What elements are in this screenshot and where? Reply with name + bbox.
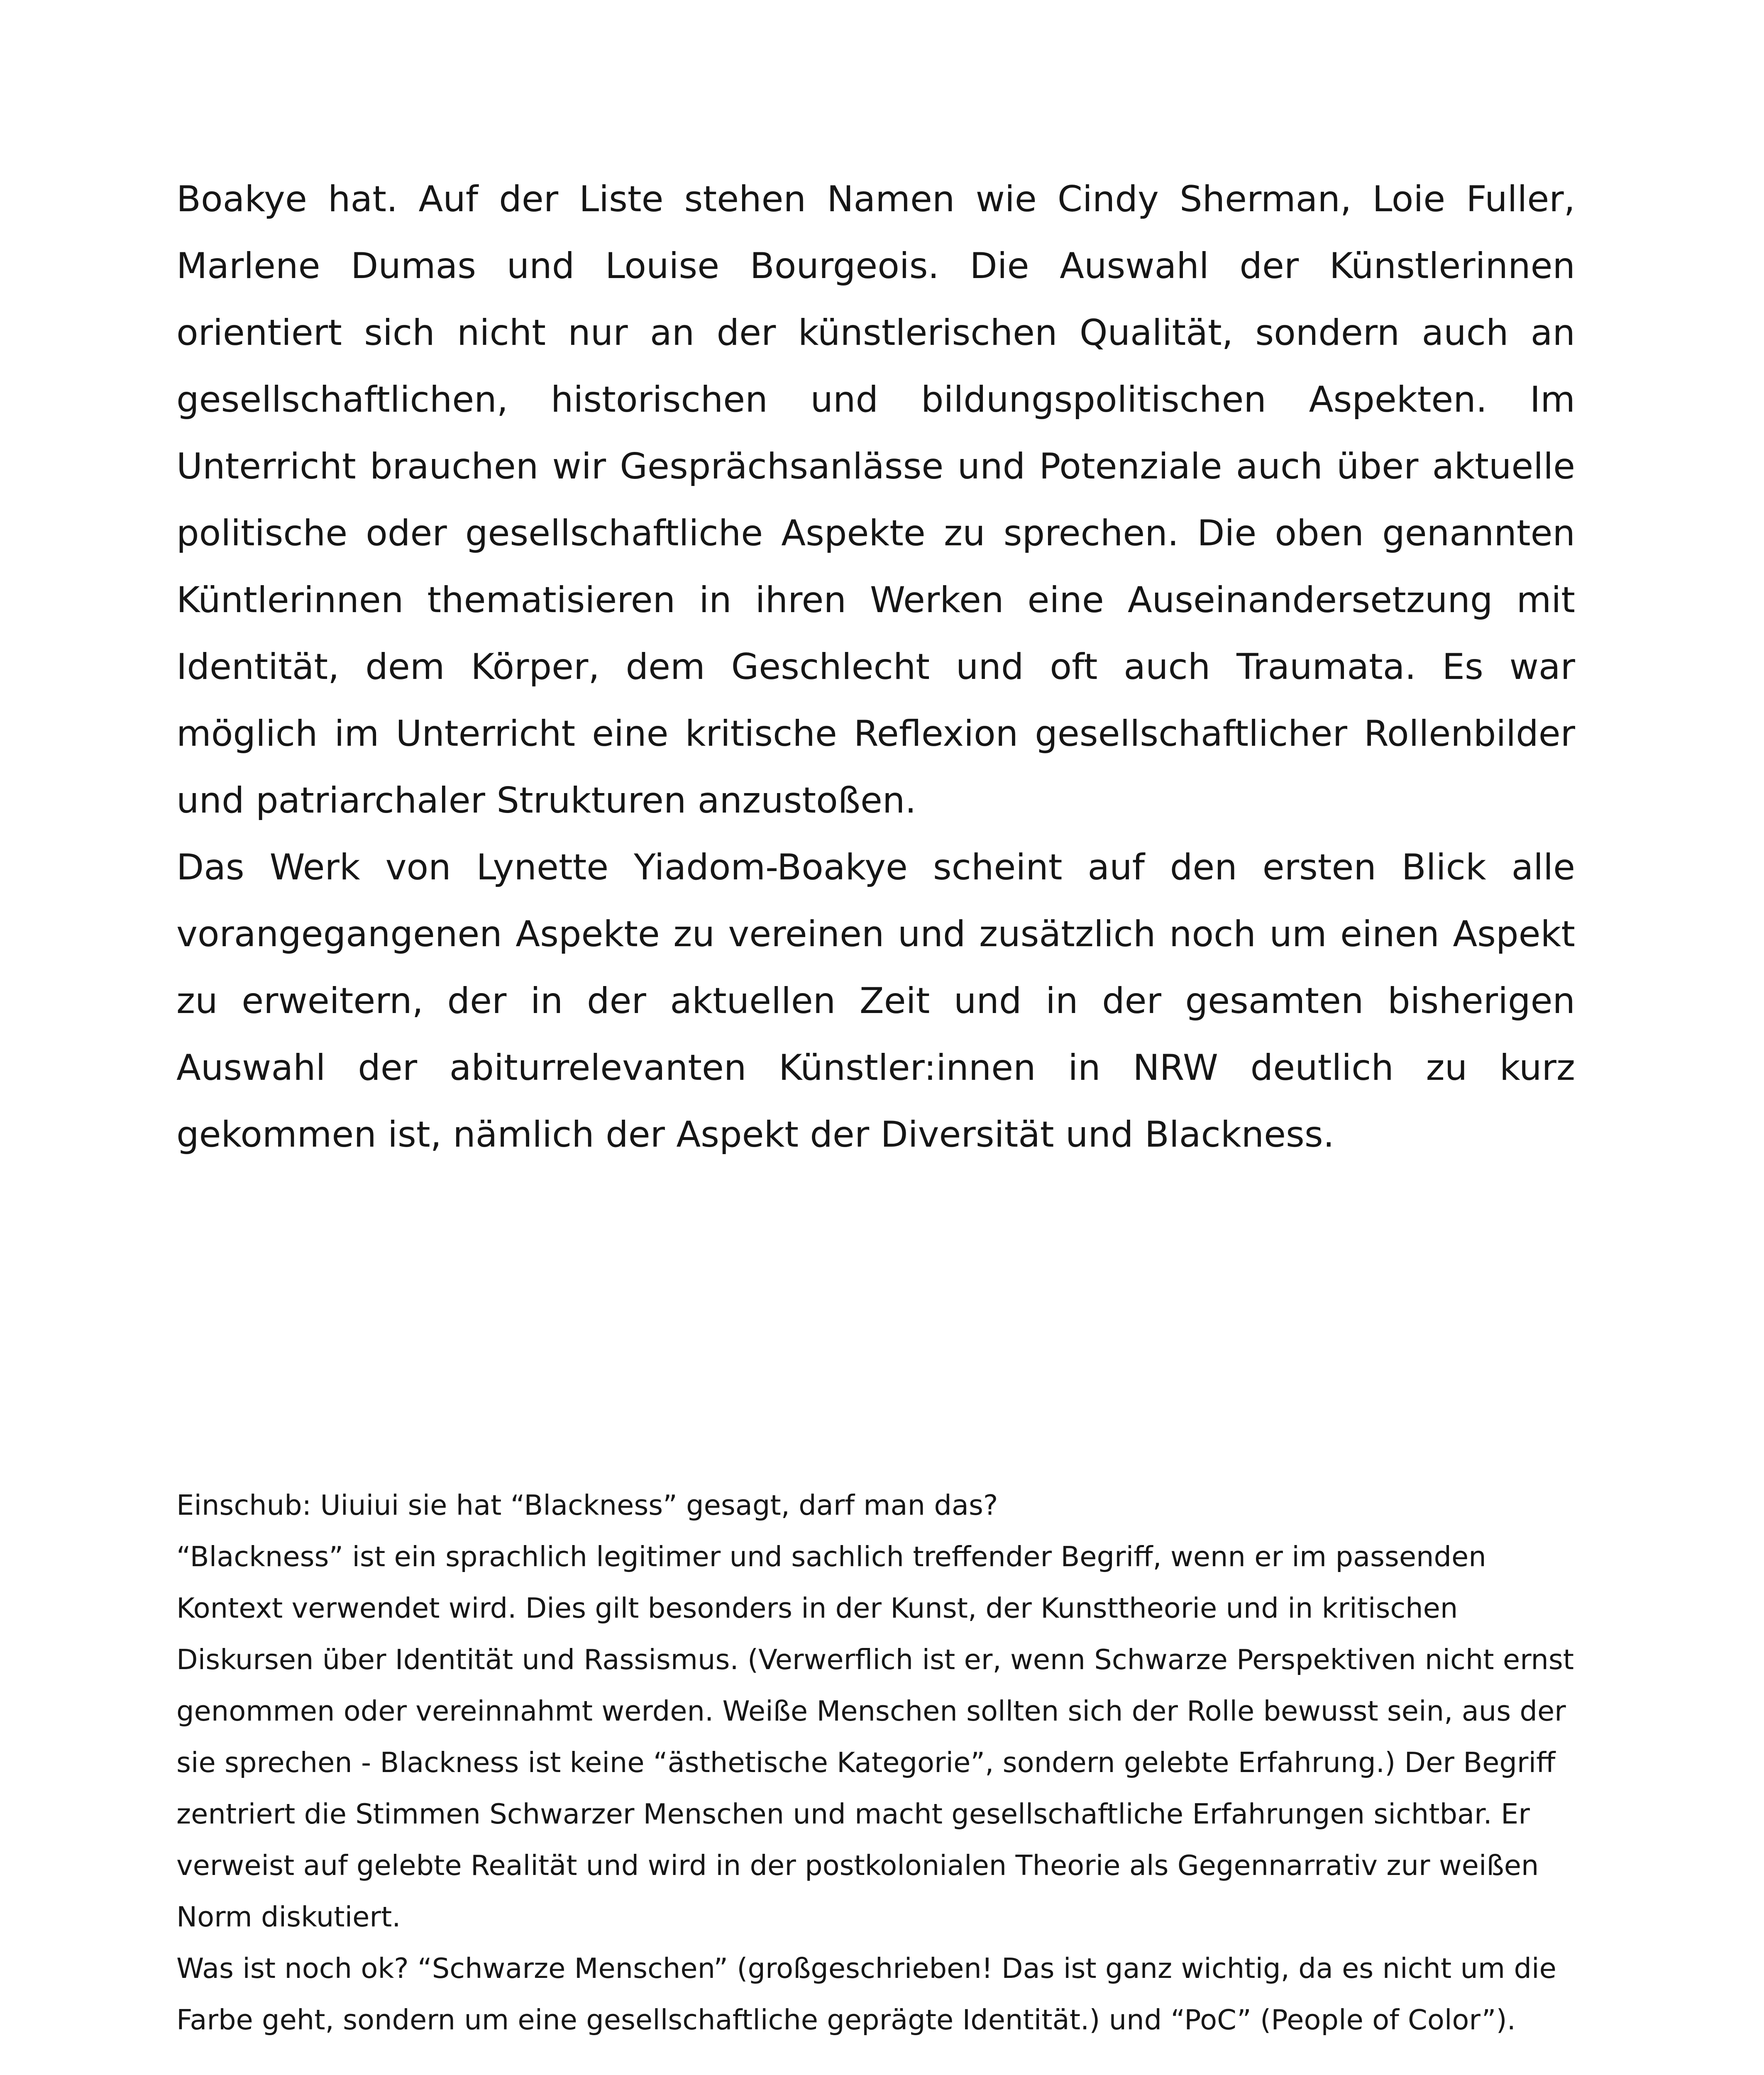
main-paragraph-2: Das Werk von Lynette Yiadom-Boakye scheint auf den ersten Blick alle vorangegangenen Aspekte zu vereinen und zusätzlich noch um einen Aspekt zu erweitern, der in der aktuellen Zeit und in der gesamten bisherigen Auswahl der abiturrelevanten Künstler:innen in NRW deutlich zu kurz gekommen ist, nämlich der Aspekt der Diversität und Blackness.: [176, 847, 1575, 1155]
aside-heading: Einschub: Uiuiui sie hat “Blackness” gesagt, darf man das?: [176, 1489, 998, 1521]
main-body-text: [176, 166, 1575, 1168]
main-paragraph-1: Boakye hat. Auf der Liste stehen Namen wie Cindy Sherman, Loie Fuller, Marlene Dumas und Louise Bourgeois. Die Auswahl der Künstlerinnen orientiert sich nicht nur an der künstlerischen Qualität, sondern auch an gesellschaftlichen, historischen und bildungspolitischen Aspekten. Im Unterricht brauchen wir Gesprächsanlässe und Potenziale auch über aktuelle politische oder gesellschaftliche Aspekte zu sprechen. Die oben genannten Küntlerinnen thematisieren in ihren Werken eine Auseinandersetzung mit Identität, dem Körper, dem Geschlecht und oft auch Traumata. Es war möglich im Unterricht eine kritische Reflexion gesellschaftlicher Rollenbilder und patriarchaler Strukturen anzustoßen.: [176, 178, 1575, 821]
aside-paragraph-1: “Blackness” ist ein sprachlich legitimer und sachlich treffender Begriff, wenn er im passenden Kontext verwendet wird. Dies gilt besonders in der Kunst, der Kunsttheorie und in kritischen Diskursen über Identität und Rassismus. (Verwerflich ist er, wenn Schwarze Perspektiven nicht ernst genommen oder vereinnahmt werden. Weiße Menschen sollten sich der Rolle bewusst sein, aus der sie sprechen - Blackness ist keine “ästhetische Kategorie”, sondern gelebte Erfahrung.) Der Begriff zentriert die Stimmen Schwarzer Menschen und macht gesellschaftliche Erfahrungen sichtbar. Er verweist auf gelebte Realität und wird in der postkolonialen Theorie als Gegennarrativ zur weißen Norm diskutiert.: [176, 1540, 1574, 1933]
aside-paragraph-2: Was ist noch ok? “Schwarze Menschen” (großgeschrieben! Das ist ganz wichtig, da es nicht um die Farbe geht, sondern um eine gesellschaftliche geprägte Identität.) und “PoC” (People of Color”).: [176, 1952, 1556, 2036]
aside-note: [176, 1479, 1575, 2046]
